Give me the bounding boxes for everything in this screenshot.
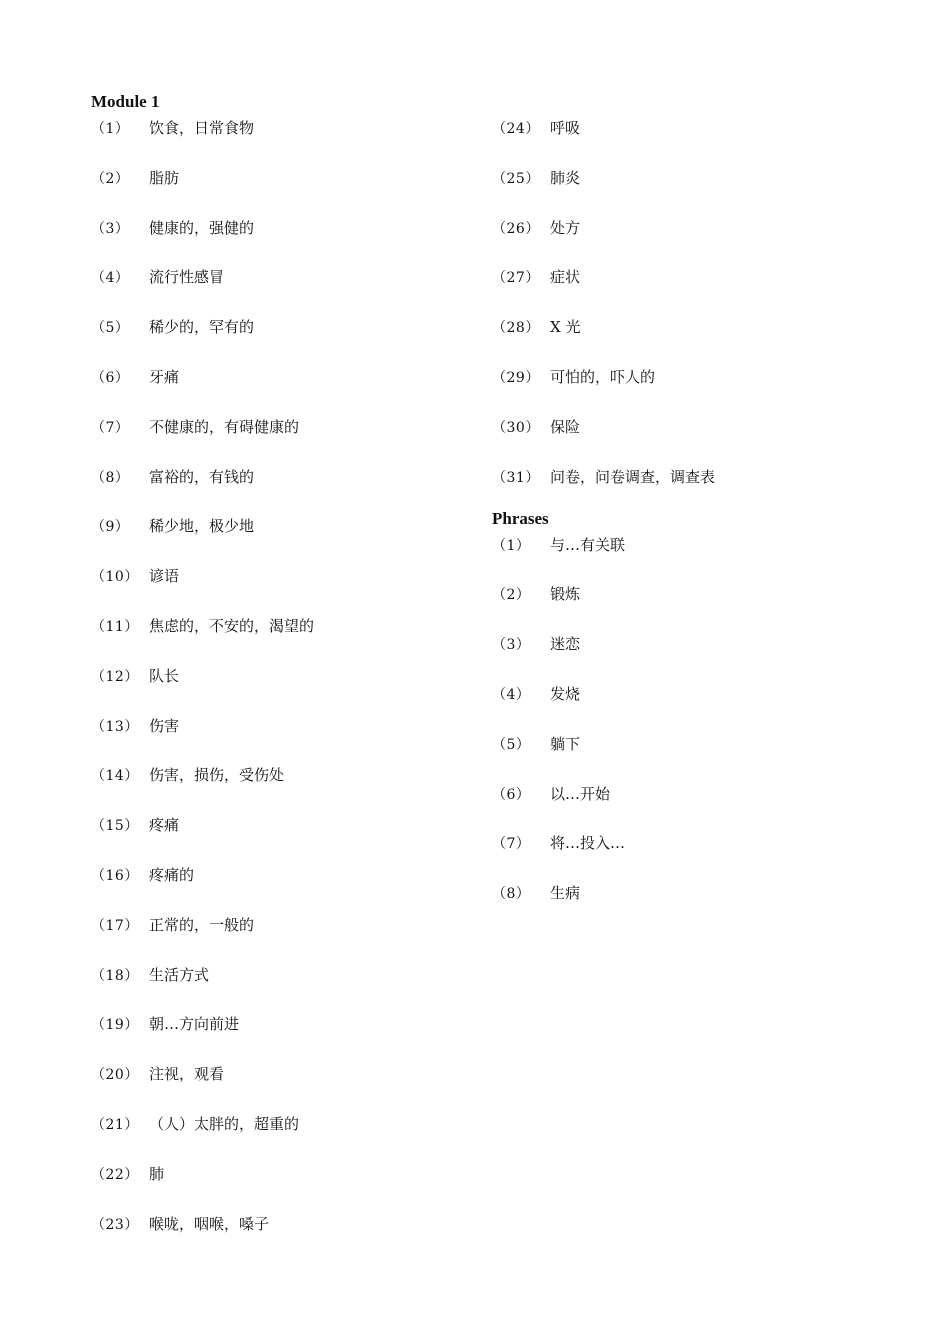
- list-item: [91, 467, 471, 517]
- item-text: 迷恋: [550, 635, 581, 654]
- item-text: 队长: [149, 666, 180, 685]
- list-item: [91, 417, 471, 467]
- item-text: 注视，观看: [149, 1065, 225, 1084]
- list-item: [492, 467, 872, 497]
- list-item: [91, 965, 471, 1015]
- phrases-heading: Phrases: [492, 508, 549, 528]
- item-text: 问卷，问卷调查，调查表: [550, 467, 716, 486]
- item-text: 谚语: [149, 567, 180, 586]
- item-text: 饮食，日常食物: [149, 119, 255, 137]
- item-text: 肺炎: [550, 168, 581, 187]
- item-number: （7）: [492, 836, 531, 853]
- item-number: （4）: [91, 270, 130, 287]
- module-heading: Module 1: [91, 92, 160, 111]
- list-item: [91, 666, 471, 716]
- item-text: 朝…方向前进: [149, 1015, 240, 1034]
- item-number: （23）: [91, 1216, 139, 1233]
- item-number: （2）: [492, 587, 531, 604]
- item-number: （24）: [492, 121, 540, 137]
- list-item: [91, 765, 471, 815]
- list-item: [91, 1064, 471, 1114]
- item-text: 稀少的，罕有的: [149, 318, 255, 337]
- item-text: X 光: [550, 318, 581, 337]
- left-column: [91, 92, 471, 1263]
- list-item: [492, 833, 872, 883]
- list-item: [91, 367, 471, 417]
- item-number: （26）: [492, 220, 540, 237]
- item-text: 锻炼: [550, 585, 581, 604]
- list-item: [91, 317, 471, 367]
- item-number: （8）: [91, 469, 130, 486]
- list-item: [91, 915, 471, 965]
- list-item: [91, 1014, 471, 1064]
- item-text: 伤害，损伤，受伤处: [149, 766, 285, 785]
- item-number: （29）: [492, 369, 540, 386]
- list-item: [91, 1214, 471, 1264]
- item-number: （14）: [91, 768, 139, 785]
- item-text: 处方: [550, 218, 581, 237]
- item-number: （16）: [91, 867, 139, 884]
- item-text: 健康的，强健的: [149, 218, 255, 237]
- list-item: [91, 168, 471, 218]
- list-item: [492, 168, 872, 218]
- item-text: 可怕的，吓人的: [550, 367, 656, 386]
- item-text: 呼吸: [550, 119, 581, 137]
- list-item: [492, 634, 872, 684]
- item-number: （6）: [91, 369, 130, 386]
- list-item: [91, 1164, 471, 1214]
- item-text: 生活方式: [149, 965, 210, 984]
- item-number: （9）: [91, 519, 130, 536]
- item-number: （31）: [492, 469, 540, 486]
- list-item: [492, 883, 872, 933]
- item-number: （5）: [91, 320, 130, 337]
- item-text: 疼痛的: [149, 865, 195, 884]
- word-list-right: [492, 118, 872, 497]
- item-number: （17）: [91, 917, 139, 934]
- item-number: （22）: [91, 1166, 139, 1183]
- item-number: （7）: [91, 419, 130, 436]
- list-item: [492, 367, 872, 417]
- phrase-list: [492, 535, 872, 933]
- item-number: （4）: [492, 686, 531, 703]
- list-item: [91, 815, 471, 865]
- list-item: [492, 417, 872, 467]
- list-item: [91, 267, 471, 317]
- list-item: [492, 684, 872, 734]
- item-number: （6）: [492, 786, 531, 803]
- list-item: [91, 516, 471, 566]
- item-number: （10）: [91, 569, 139, 586]
- item-text: 躺下: [550, 734, 581, 753]
- module-heading-spacer: [492, 92, 872, 112]
- list-item: [91, 566, 471, 616]
- item-number: （1）: [492, 537, 531, 554]
- list-item: [492, 118, 872, 168]
- item-number: （19）: [91, 1017, 139, 1034]
- list-item: [492, 267, 872, 317]
- item-text: （人）太胖的，超重的: [149, 1114, 300, 1133]
- item-number: （27）: [492, 270, 540, 287]
- list-item: [492, 784, 872, 834]
- item-text: 保险: [550, 417, 581, 436]
- item-number: （3）: [492, 637, 531, 654]
- item-text: 脂肪: [149, 168, 180, 187]
- list-item: [91, 865, 471, 915]
- item-number: （1）: [91, 121, 130, 137]
- list-item: [91, 118, 471, 168]
- item-number: （13）: [91, 718, 139, 735]
- item-number: （15）: [91, 818, 139, 835]
- item-text: 伤害: [149, 716, 180, 735]
- item-text: 症状: [550, 268, 581, 287]
- item-number: （12）: [91, 668, 139, 685]
- item-text: 疼痛: [149, 816, 180, 835]
- list-item: [91, 1114, 471, 1164]
- item-number: （3）: [91, 220, 130, 237]
- item-text: 肺: [149, 1164, 165, 1183]
- item-text: 流行性感冒: [149, 268, 225, 287]
- item-number: （8）: [492, 886, 531, 903]
- item-number: （11）: [91, 618, 139, 635]
- item-number: （2）: [91, 170, 130, 187]
- item-number: （20）: [91, 1067, 139, 1084]
- item-number: （5）: [492, 736, 531, 753]
- item-text: 喉咙，咽喉，嗓子: [149, 1214, 270, 1233]
- list-item: [91, 616, 471, 666]
- item-text: 与…有关联: [550, 535, 626, 554]
- list-item: [492, 535, 872, 585]
- item-text: 生病: [550, 884, 581, 903]
- list-item: [492, 734, 872, 784]
- item-number: （25）: [492, 170, 540, 187]
- item-text: 发烧: [550, 684, 581, 703]
- list-item: [91, 218, 471, 268]
- item-number: （28）: [492, 320, 540, 337]
- item-text: 富裕的，有钱的: [149, 467, 255, 486]
- item-text: 正常的，一般的: [149, 915, 255, 934]
- word-list-left: [91, 118, 471, 1263]
- item-text: 牙痛: [149, 367, 180, 386]
- item-number: （30）: [492, 419, 540, 436]
- item-number: （21）: [91, 1116, 139, 1133]
- item-number: （18）: [91, 967, 139, 984]
- item-text: 以…开始: [550, 784, 611, 803]
- list-item: [91, 716, 471, 766]
- list-item: [492, 218, 872, 268]
- item-text: 稀少地，极少地: [149, 517, 255, 536]
- item-text: 将…投入…: [550, 834, 626, 853]
- list-item: [492, 317, 872, 367]
- item-text: 不健康的，有碍健康的: [149, 417, 300, 436]
- item-text: 焦虑的，不安的，渴望的: [149, 616, 315, 635]
- list-item: [492, 584, 872, 634]
- right-column: [492, 92, 872, 933]
